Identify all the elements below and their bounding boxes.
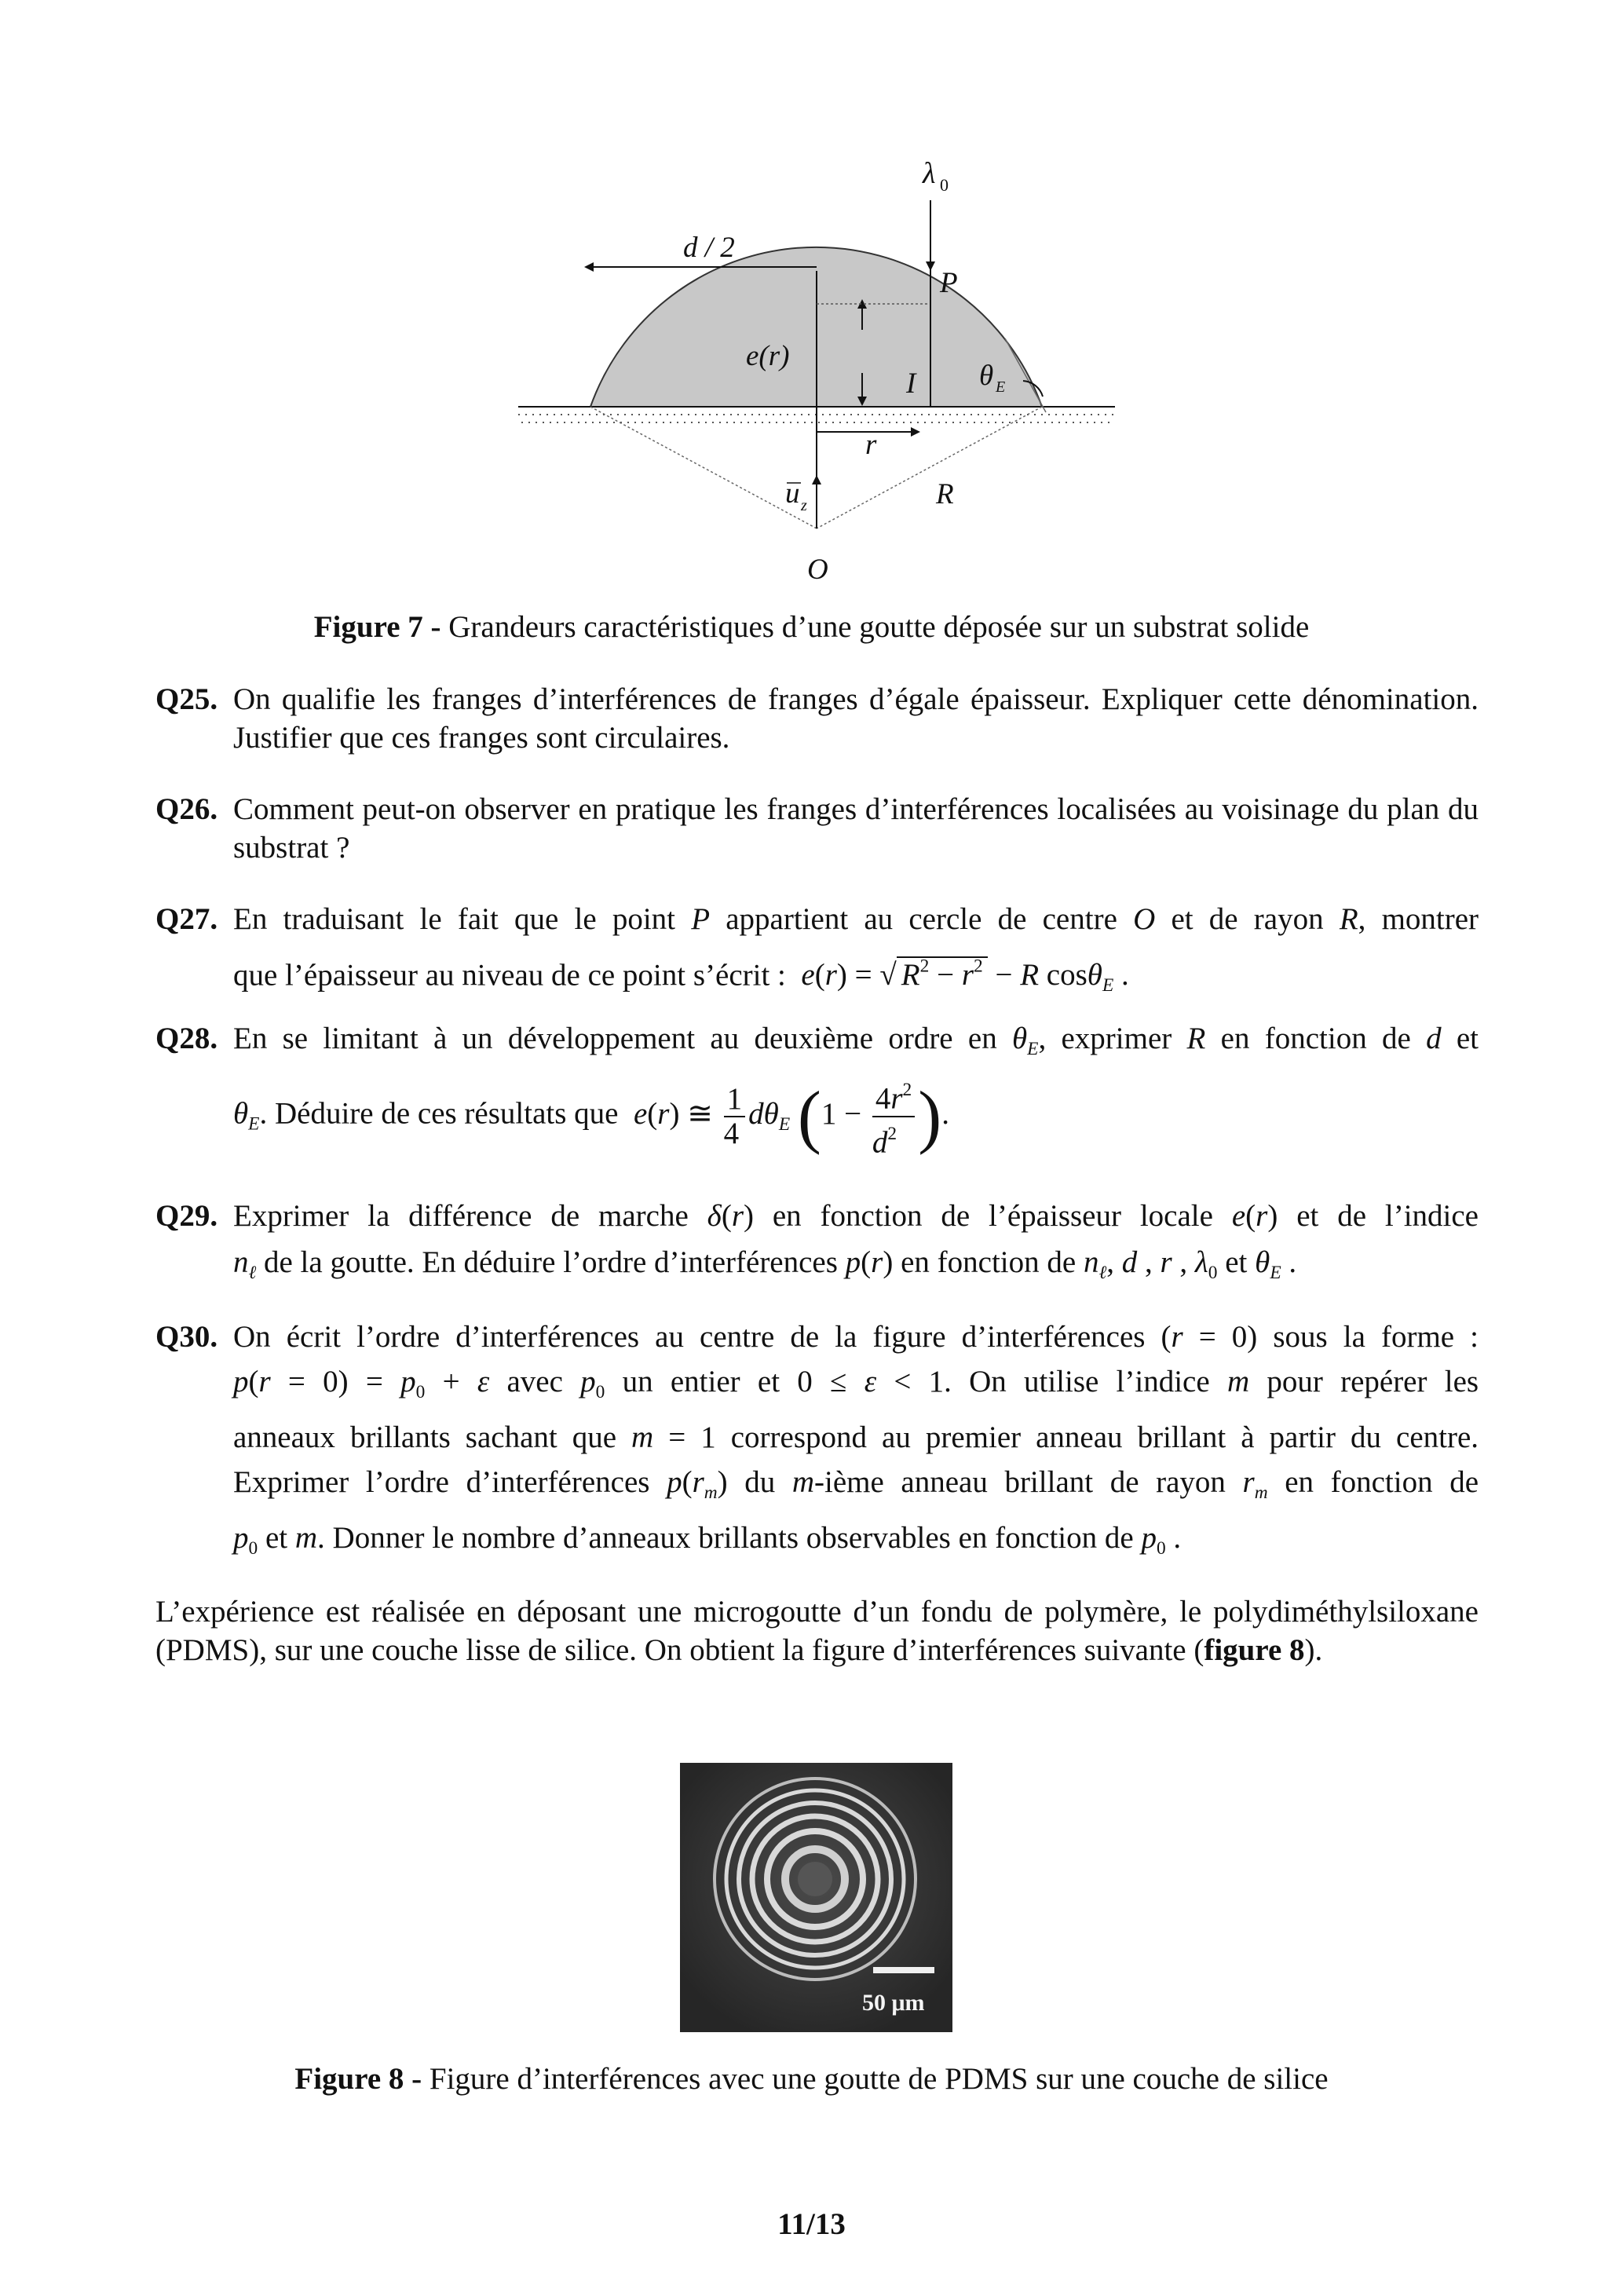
question-text-line5: $p_0$ et m. Donner le nombre d’anneaux brillants observables en fonction de $p_0$ . bbox=[233, 1521, 1182, 1559]
question-number: Q29. bbox=[155, 1199, 218, 1233]
O-label: O bbox=[807, 554, 828, 586]
theta-label: θ bbox=[979, 360, 994, 392]
question-number: Q27. bbox=[155, 902, 218, 936]
lambda-label: λ bbox=[923, 157, 936, 190]
question-text: En se limitant à un développement au deuxième ordre en $\theta_E$, exprimer R en fonction de d et bbox=[233, 1022, 1479, 1060]
question-q29 bbox=[155, 1197, 1479, 1292]
question-text: En traduisant le fait que le point P appartient au cercle de centre O et de rayon R, montrer bbox=[233, 902, 1479, 936]
figure-7-caption: Figure 7 - Grandeurs caractéristiques d’une goutte déposée sur un substrat solide bbox=[313, 610, 1310, 644]
r-label: r bbox=[865, 429, 877, 461]
question-q26 bbox=[155, 790, 1479, 867]
question-text: Comment peut-on observer en pratique les franges d’interférences localisées au voisinage du plan du substrat ? bbox=[233, 792, 1479, 865]
question-text-line2: $p(r = 0) = p_0 + \varepsilon$ avec $p_0$ un entier et 0 ≤ ε < 1. On utilise l’indice m pour repérer les bbox=[233, 1365, 1479, 1403]
lambda-sub: 0 bbox=[940, 175, 949, 195]
question-text-line4: Exprimer l’ordre d’interférences $p(r_m)$ du m-ième anneau brillant de rayon $r_m$ en fonction de bbox=[233, 1465, 1479, 1504]
P-label: P bbox=[940, 267, 958, 299]
radius-left bbox=[590, 407, 817, 528]
u-label: u bbox=[785, 477, 800, 510]
equation-e-r: e(r) = √ $R^2 - r^2 - R$ cosθ$_E$ . bbox=[801, 956, 1129, 996]
e-r-label: e(r) bbox=[746, 340, 790, 372]
question-number: Q30. bbox=[155, 1320, 218, 1354]
scale-bar-label: 50 μm bbox=[862, 1990, 925, 2016]
question-q30 bbox=[155, 1314, 1479, 1572]
u-sub: z bbox=[801, 497, 807, 514]
figure-8-caption: Figure 8 - Figure d’interférences avec une goutte de PDMS sur une couche de silice bbox=[294, 2062, 1329, 2096]
page-number: 11/13 bbox=[777, 2207, 846, 2241]
theta-sub: E bbox=[996, 378, 1006, 396]
question-number: Q26. bbox=[155, 792, 218, 826]
question-text-line2: $\theta_E$. Déduire de ces résultats que e(r) ≅ $\frac{1}{4}$ $d\theta_E$ (1 − $\frac{4r^2}{d^2}$ ). bbox=[233, 1073, 1479, 1159]
question-text: On écrit l’ordre d’interférences au centre de la figure d’interférences (r = 0) sous la forme : bbox=[233, 1320, 1479, 1354]
I-label: I bbox=[906, 367, 916, 400]
question-q25 bbox=[155, 680, 1479, 757]
d-half-label: d / 2 bbox=[683, 232, 735, 264]
figure-7-diagram bbox=[503, 153, 1131, 593]
question-text: On qualifie les franges d’interférences de franges d’égale épaisseur. Expliquer cette dénomination. Justifier que ces franges sont circulaires. bbox=[233, 682, 1479, 755]
question-text: Exprimer la différence de marche δ(r) en fonction de l’épaisseur locale e(r) et de l’indice bbox=[233, 1199, 1479, 1233]
interference-rings bbox=[680, 1763, 952, 2032]
question-text-line2: $n_\ell$ de la goutte. En déduire l’ordre d’interférences p(r) en fonction de $n_\ell$, d , r , $\lambda_0$ et $\theta_E$ . bbox=[233, 1245, 1297, 1284]
experiment-paragraph: L’expérience est réalisée en déposant une microgoutte d’un fondu de polymère, le polydiméthylsiloxane (PDMS), sur une couche lisse de silice. On obtient la figure d’interférences suivante (figure 8). bbox=[155, 1595, 1479, 1667]
R-label: R bbox=[936, 478, 954, 510]
question-text-line2: que l’épaisseur au niveau de ce point s’écrit : e(r) = √ $R^2 - r^2 - R$ cosθ$_E$ . bbox=[233, 956, 1129, 996]
radius-R bbox=[817, 407, 1042, 528]
question-q27 bbox=[155, 900, 1479, 1006]
equation-e-r-approx: e(r) ≅ $\frac{1}{4}$ $d\theta_E$ (1 − $\frac{4r^2}{d^2}$ ). bbox=[626, 1097, 949, 1131]
question-text-line3: anneaux brillants sachant que m = 1 correspond au premier anneau brillant à partir du centre. bbox=[233, 1420, 1479, 1455]
question-q28 bbox=[155, 1019, 1479, 1159]
question-number: Q28. bbox=[155, 1022, 218, 1055]
question-number: Q25. bbox=[155, 682, 218, 716]
figure-8-image bbox=[680, 1763, 952, 2032]
